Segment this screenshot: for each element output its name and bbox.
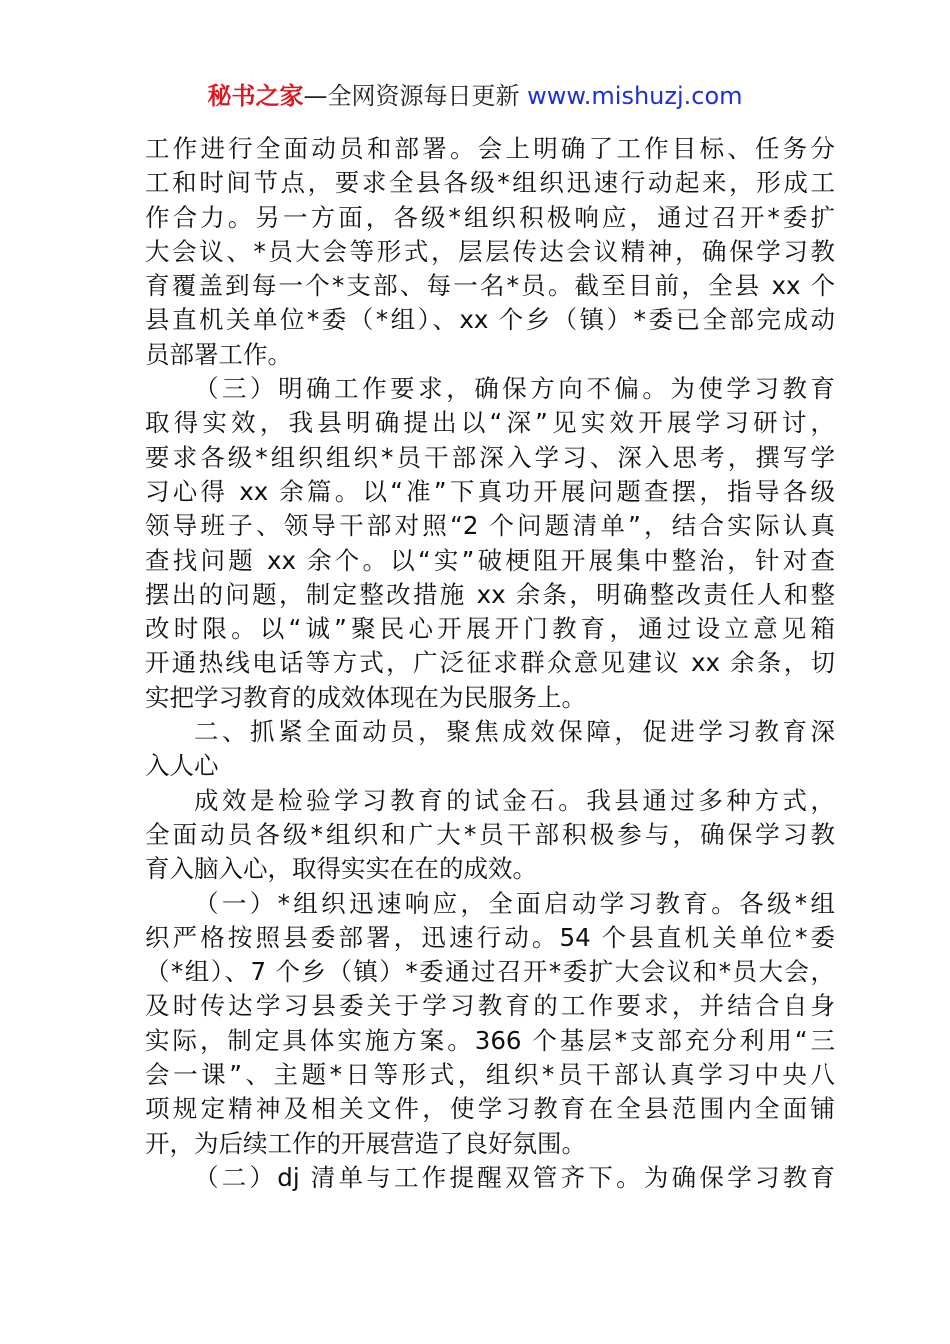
text-line: 习心得 xx 余篇。以“准”下真功开展问题查摆，指导各级 — [145, 476, 835, 506]
page-header — [0, 80, 950, 112]
text-line: 育入脑入心，取得实实在在的成效。 — [145, 854, 537, 884]
section-heading-line: （二）dj 清单与工作提醒双管齐下。为确保学习教育 — [194, 1162, 835, 1192]
text-line: 大会议、*员大会等形式，层层传达会议精神，确保学习教 — [145, 236, 835, 266]
text-line: 工和时间节点，要求全县各级*组织迅速行动起来，形成工 — [145, 168, 835, 198]
text-line: 成效是检验学习教育的试金石。我县通过多种方式， — [194, 785, 835, 815]
text-line: 工作进行全面动员和部署。会上明确了工作目标、任务分 — [145, 134, 835, 163]
text-line: 开通热线电话等方式，广泛征求群众意见建议 xx 余条，切 — [145, 648, 835, 678]
text-line: 开，为后续工作的开展营造了良好氛围。 — [145, 1128, 586, 1158]
text-line: 要求各级*组织组织*员干部深入学习、深入思考，撰写学 — [145, 442, 835, 472]
text-line: 取得实效，我县明确提出以“深”见实效开展学习研讨， — [145, 408, 835, 438]
site-url-link[interactable]: www.mishuzj.com — [527, 82, 743, 110]
text-line: 县直机关单位*委（*组）、xx 个乡（镇）*委已全部完成动 — [145, 305, 835, 335]
text-line: 会一课”、主题*日等形式，组织*员干部认真学习中央八 — [145, 1060, 835, 1090]
text-line: 改时限。以“诚”聚民心开展开门教育，通过设立意见箱 — [145, 614, 835, 644]
document-body — [145, 132, 835, 1195]
text-line: 织严格按照县委部署，迅速行动。54 个县直机关单位*委 — [145, 922, 835, 952]
text-line: 及时传达学习县委关于学习教育的工作要求，并结合自身 — [145, 991, 835, 1021]
section-heading-line: （一）*组织迅速响应，全面启动学习教育。各级*组 — [194, 888, 835, 918]
text-line: 实把学习教育的成效体现在为民服务上。 — [145, 682, 586, 712]
text-line: 项规定精神及相关文件，使学习教育在全县范围内全面铺 — [145, 1094, 835, 1124]
header-tagline: —全网资源每日更新 — [303, 82, 528, 110]
text-line: 全面动员各级*组织和广大*员干部积极参与，确保学习教 — [145, 819, 835, 849]
text-line: 查找问题 xx 余个。以“实”破梗阻开展集中整治，针对查 — [145, 545, 835, 575]
text-line: （*组）、7 个乡（镇）*委通过召开*委扩大会议和*员大会， — [145, 957, 835, 987]
text-line: 摆出的问题，制定整改措施 xx 余条，明确整改责任人和整 — [145, 579, 835, 609]
text-line: 育覆盖到每一个*支部、每一名*员。截至目前，全县 xx 个 — [145, 271, 835, 301]
chapter-heading-line: 入人心 — [145, 751, 219, 781]
text-line: 员部署工作。 — [145, 339, 292, 369]
text-line: 作合力。另一方面，各级*组织积极响应，通过召开*委扩 — [145, 202, 835, 232]
section-heading-line: （三）明确工作要求，确保方向不偏。为使学习教育 — [194, 374, 835, 404]
chapter-heading-line: 二、抓紧全面动员，聚焦成效保障，促进学习教育深 — [194, 717, 835, 747]
text-line: 领导班子、领导干部对照“2 个问题清单”，结合实际认真 — [145, 511, 835, 541]
text-line: 实际，制定具体实施方案。366 个基层*支部充分利用“三 — [145, 1025, 835, 1055]
brand-name: 秘书之家 — [207, 82, 304, 110]
